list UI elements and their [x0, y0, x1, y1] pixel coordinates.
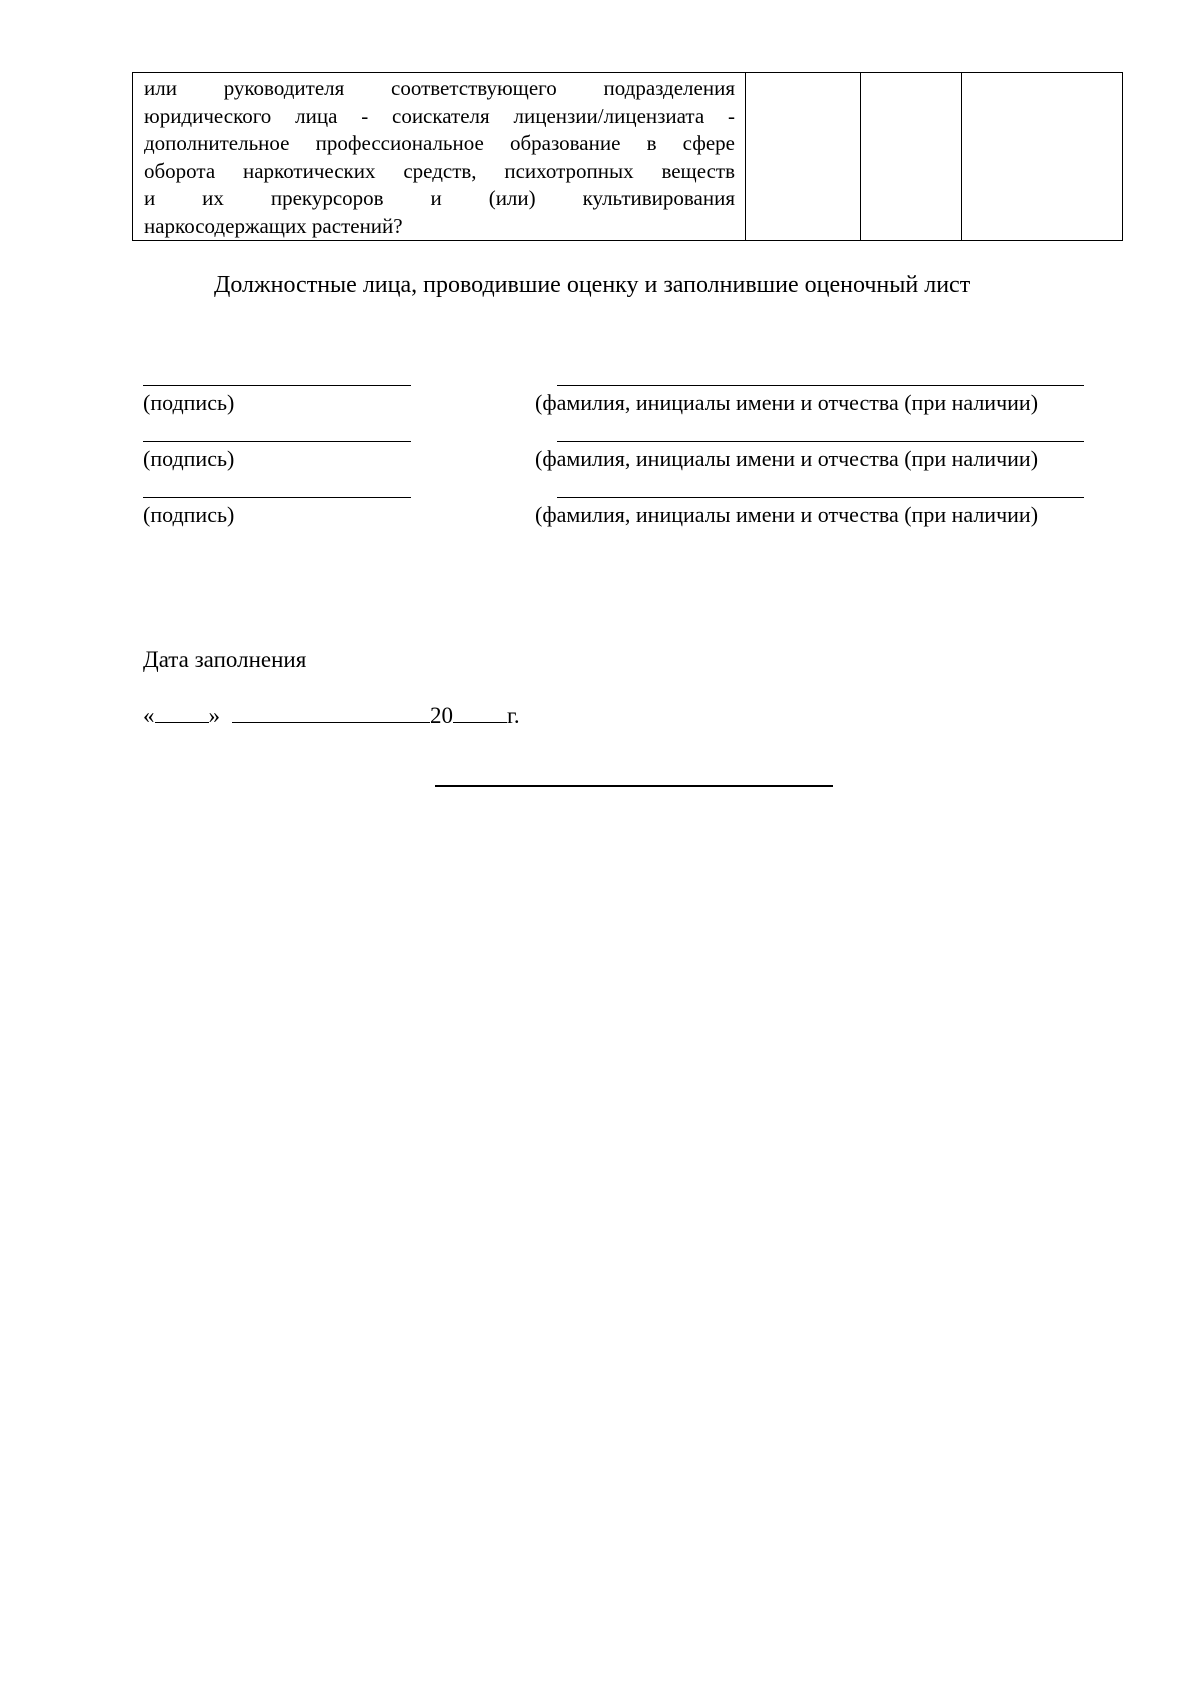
month-blank[interactable] — [232, 700, 430, 723]
signature-row — [0, 441, 1200, 501]
year-blank[interactable] — [453, 700, 507, 723]
signature-row — [0, 497, 1200, 557]
name-line[interactable] — [557, 385, 1084, 386]
answer-cell-2[interactable] — [861, 73, 962, 241]
signature-line[interactable] — [143, 497, 411, 498]
question-line: наркосодержащих растений? — [144, 213, 403, 238]
year-suffix: г. — [507, 703, 520, 728]
close-quote: » — [208, 703, 220, 728]
table-row — [133, 73, 1123, 241]
question-line: юридического лица - соискателя лицензии/лицензиата - — [144, 103, 735, 128]
question-line: оборота наркотических средств, психотропных веществ — [144, 158, 735, 183]
answer-cell-1[interactable] — [746, 73, 861, 241]
fill-date-title: Дата заполнения — [143, 647, 307, 672]
question-line: и их прекурсоров и (или) культивирования — [144, 186, 735, 210]
question-line: дополнительное профессиональное образование в сфере — [144, 131, 735, 155]
name-caption: (фамилия, инициалы имени и отчества (при наличии) — [535, 502, 1039, 527]
century-text: 20 — [430, 703, 453, 728]
name-line[interactable] — [557, 441, 1084, 442]
name-line[interactable] — [557, 497, 1084, 498]
signature-row — [0, 385, 1200, 445]
officials-heading: Должностные лица, проводившие оценку и заполнившие оценочный лист — [214, 272, 971, 298]
signature-caption: (подпись) — [143, 446, 235, 471]
answer-cell-3[interactable] — [962, 73, 1123, 241]
question-line: или руководителя соответствующего подразделения — [144, 76, 735, 100]
fill-date-line — [143, 700, 520, 731]
signature-line[interactable] — [143, 441, 411, 442]
open-quote: « — [143, 703, 155, 728]
signature-line[interactable] — [143, 385, 411, 386]
question-cell — [133, 73, 746, 241]
name-caption: (фамилия, инициалы имени и отчества (при наличии) — [535, 446, 1039, 471]
end-divider — [435, 785, 833, 787]
signature-caption: (подпись) — [143, 390, 235, 415]
name-caption: (фамилия, инициалы имени и отчества (при наличии) — [535, 390, 1039, 415]
checklist-table — [132, 72, 1123, 241]
signature-caption: (подпись) — [143, 502, 235, 527]
day-blank[interactable] — [155, 700, 209, 723]
